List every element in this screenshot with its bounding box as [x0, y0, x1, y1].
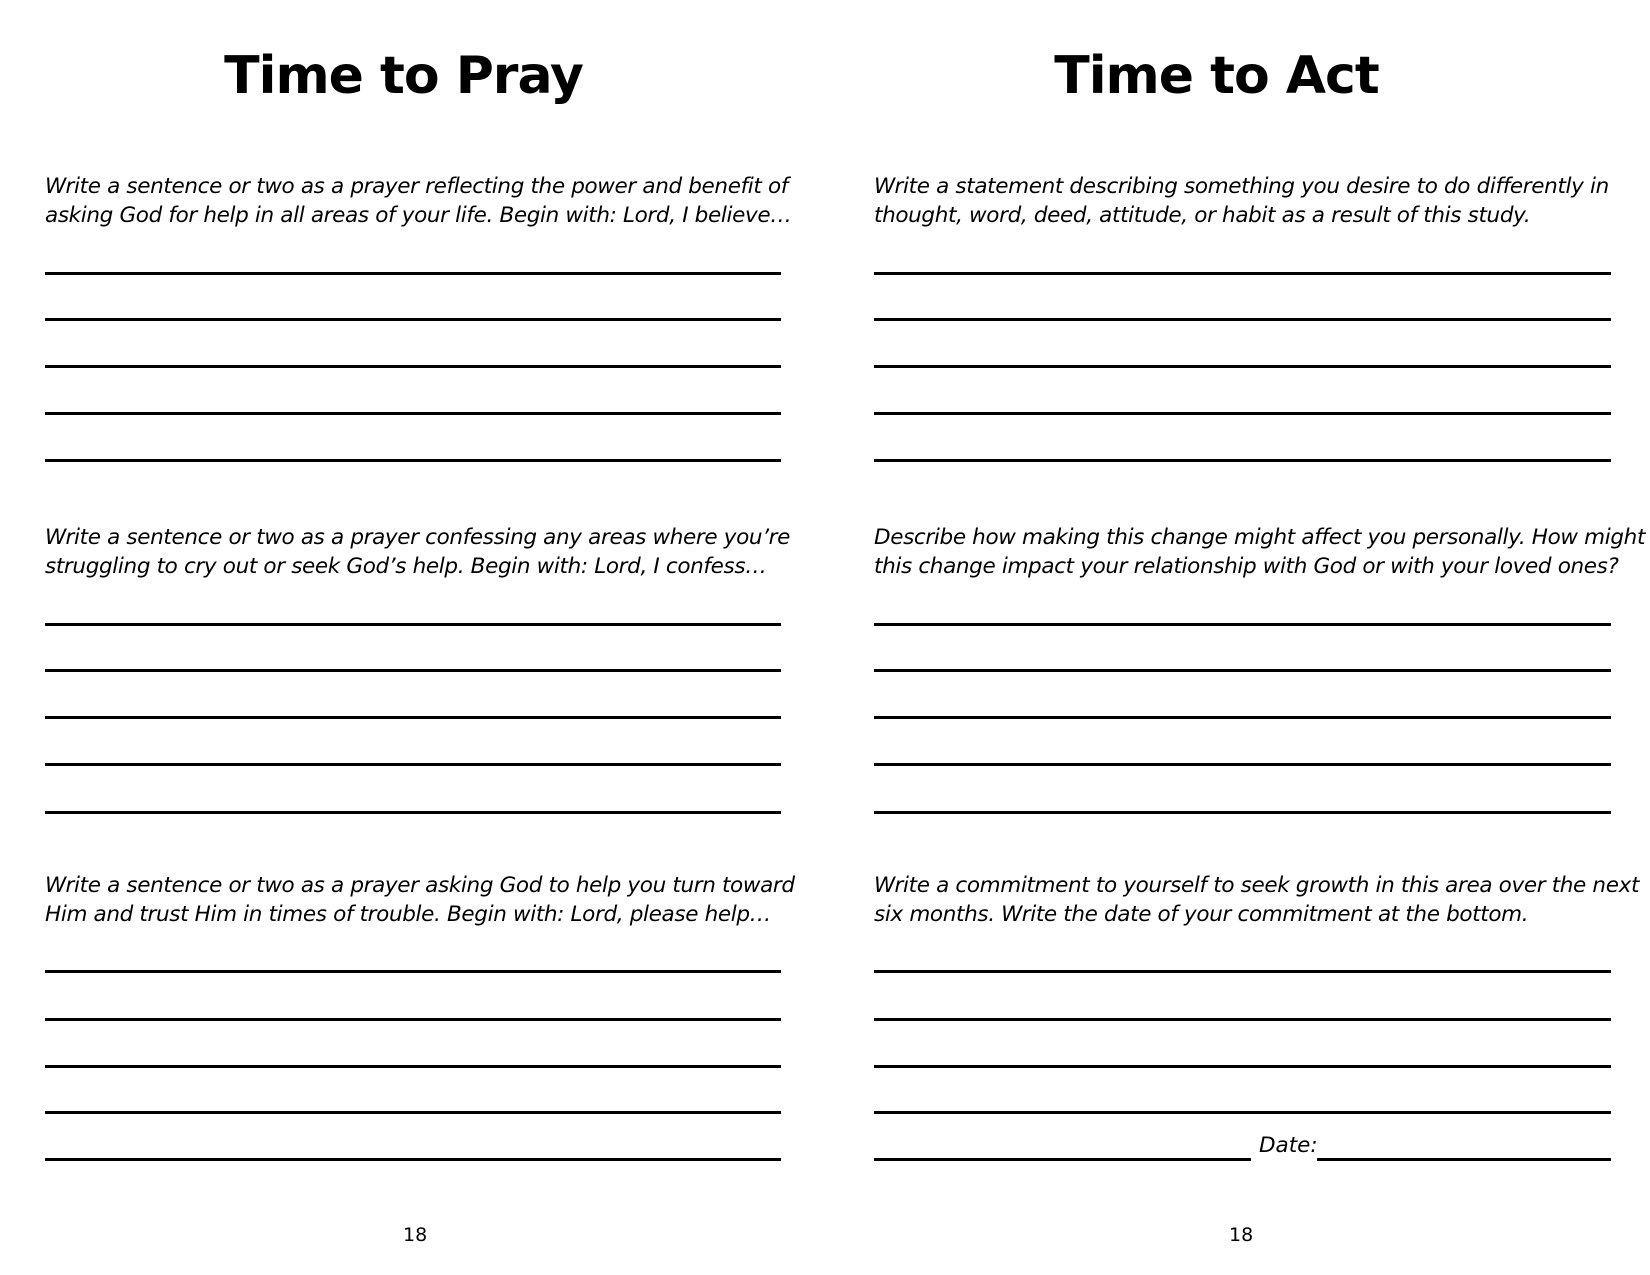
writing-line[interactable] [874, 811, 1611, 814]
writing-line[interactable] [45, 272, 781, 275]
writing-line[interactable] [874, 318, 1611, 321]
date-line[interactable] [1317, 1158, 1611, 1161]
writing-line[interactable] [45, 1018, 781, 1021]
writing-line[interactable] [874, 412, 1611, 415]
writing-line[interactable] [874, 669, 1611, 672]
prompt-pray-confess: Write a sentence or two as a prayer confessing any areas where you’re struggling to cry out or seek God’s help. Begin with: Lord, I confess… [45, 525, 791, 579]
writing-line[interactable] [45, 623, 781, 626]
writing-line[interactable] [874, 1018, 1611, 1021]
writing-line[interactable] [874, 1111, 1611, 1114]
prompt-act-statement: Write a statement describing something you desire to do differently in thought, word, deed, attitude, or habit as a result of this study. [874, 174, 1609, 228]
page-number: 18 [403, 1224, 428, 1246]
writing-line[interactable] [45, 1111, 781, 1114]
writing-line[interactable] [874, 970, 1611, 973]
writing-line[interactable] [45, 970, 781, 973]
writing-line[interactable] [45, 365, 781, 368]
writing-line[interactable] [45, 716, 781, 719]
writing-line[interactable] [45, 669, 781, 672]
writing-line[interactable] [874, 716, 1611, 719]
date-label: Date: [1259, 1133, 1318, 1158]
writing-line[interactable] [874, 623, 1611, 626]
writing-line[interactable] [45, 811, 781, 814]
writing-line[interactable] [45, 763, 781, 766]
writing-line[interactable] [874, 459, 1611, 462]
page-number: 18 [1229, 1224, 1254, 1246]
writing-line[interactable] [874, 365, 1611, 368]
page-title-pray: Time to Pray [224, 46, 583, 106]
signature-line[interactable] [874, 1158, 1251, 1161]
writing-line[interactable] [874, 1065, 1611, 1068]
writing-line[interactable] [45, 412, 781, 415]
writing-line[interactable] [45, 459, 781, 462]
prompt-act-effect: Describe how making this change might affect you personally. How might this change impact your relationship with God or with your loved ones? [874, 525, 1646, 579]
page-title-act: Time to Act [1054, 46, 1379, 106]
prompt-pray-believe: Write a sentence or two as a prayer reflecting the power and benefit of asking God for help in all areas of your life. Begin with: Lord, I believe… [45, 174, 792, 228]
prompt-pray-help: Write a sentence or two as a prayer asking God to help you turn toward Him and trust Him in times of trouble. Begin with: Lord, please help… [45, 873, 795, 927]
writing-line[interactable] [45, 318, 781, 321]
right-page [825, 0, 1650, 1275]
writing-line[interactable] [45, 1158, 781, 1161]
prompt-act-commitment: Write a commitment to yourself to seek growth in this area over the next six months. Write the date of your commitment at the bottom. [874, 873, 1640, 927]
writing-line[interactable] [874, 763, 1611, 766]
writing-line[interactable] [45, 1065, 781, 1068]
writing-line[interactable] [874, 272, 1611, 275]
